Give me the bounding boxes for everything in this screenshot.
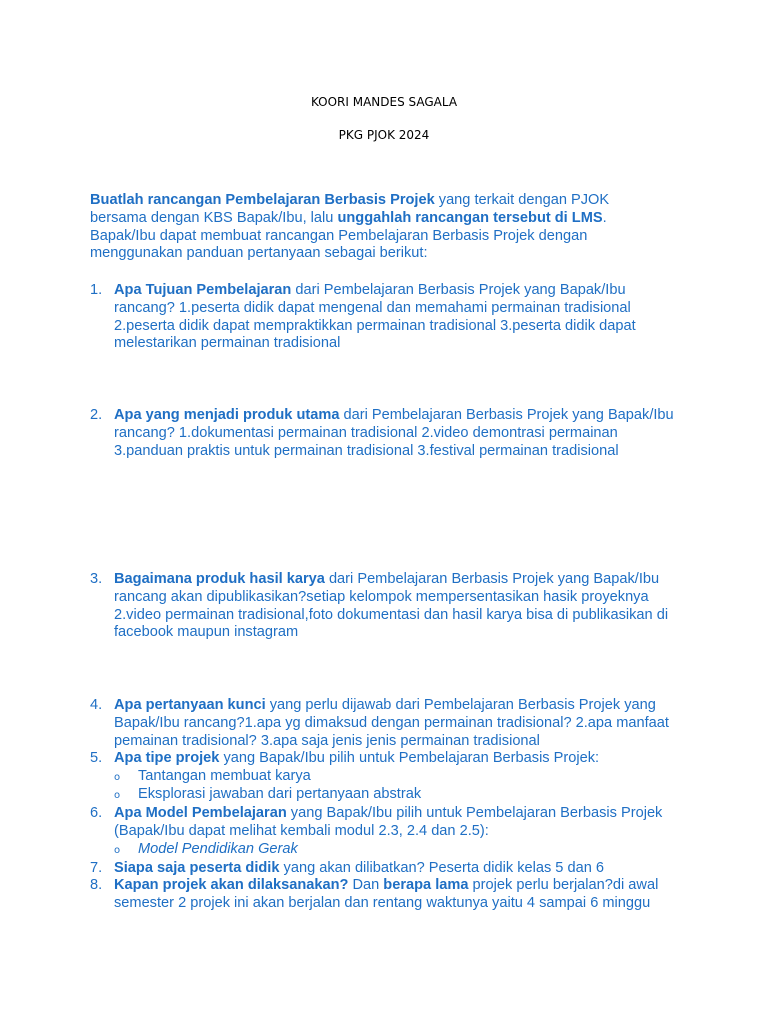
sub-list-item [114, 786, 674, 804]
list-item [90, 282, 680, 353]
question-bold: Bagaimana produk hasil karya [114, 571, 325, 587]
answer-text: Dan [348, 877, 384, 893]
answer-text: yang Bapak/Ibu pilih untuk Pembelajaran Berbasis Projek (Bapak/Ibu dapat melihat kembali modul 2.3, 2.4 dan 2.5): [114, 805, 663, 839]
list-number: 5. [90, 750, 103, 766]
list-number: 7. [90, 860, 103, 876]
author-name: KOORI MANDES SAGALA [310, 95, 458, 109]
question-bold-2: berapa lama [383, 877, 469, 893]
intro-end: . [602, 209, 607, 226]
list-item [90, 750, 680, 768]
document-subtitle: PKG PJOK 2024 [338, 128, 430, 142]
question-bold: Apa tipe projek [114, 750, 220, 766]
list-item [90, 805, 680, 841]
answer-text-2: projek perlu berjalan?di awal semester 2 projek ini akan berjalan dan rentang waktunya yaitu 4 sampai 6 minggu [114, 877, 659, 911]
intro-text-2: Bapak/Ibu dapat membuat rancangan Pembelajaran Berbasis Projek dengan menggunakan panduan pertanyaan sebagai berikut: [90, 227, 588, 262]
answer-text: yang akan dilibatkan? Peserta didik kelas 5 dan 6 [279, 860, 605, 876]
question-bold: Apa yang menjadi produk utama [114, 407, 340, 423]
list-number: 1. [90, 282, 103, 298]
intro-paragraph [90, 192, 650, 263]
list-item [90, 571, 680, 642]
intro-text-1: yang terkait dengan PJOK bersama dengan KBS Bapak/Ibu, lalu [90, 192, 610, 226]
question-bold: Apa Tujuan Pembelajaran [114, 282, 292, 298]
sub-list-item [114, 768, 674, 786]
sub-item-text: Tantangan membuat karya [138, 768, 311, 784]
answer-text: yang perlu dijawab dari Pembelajaran Berbasis Projek yang Bapak/Ibu rancang?1.apa yg dimaksud dengan permainan tradisional? 2.apa manfaat pemainan tradisional? 3.apa saja jenis jenis permainan tradisional [114, 697, 669, 749]
list-item [90, 407, 680, 460]
question-bold: Apa pertanyaan kunci [114, 697, 266, 713]
sub-item-text: Model Pendidikan Gerak [138, 841, 298, 857]
list-item [90, 877, 680, 913]
sub-item-text: Eksplorasi jawaban dari pertanyaan abstrak [138, 786, 422, 802]
list-item [90, 697, 680, 750]
question-bold: Apa Model Pembelajaran [114, 805, 287, 821]
answer-text: yang Bapak/Ibu pilih untuk Pembelajaran Berbasis Projek: [219, 750, 600, 766]
list-item [90, 860, 680, 878]
intro-bold-1: Buatlah rancangan Pembelajaran Berbasis Projek [90, 192, 435, 208]
intro-bold-2: unggahlah rancangan tersebut di LMS [337, 209, 603, 226]
answer-text: dari Pembelajaran Berbasis Projek yang Bapak/Ibu rancang? 1.dokumentasi permainan tradisional 2.video demontrasi permainan 3.panduan praktis untuk permainan tradisional 3.festival permainan tradisional [114, 407, 674, 459]
question-bold: Kapan projek akan dilaksanakan? [114, 877, 349, 893]
sub-list-item [114, 841, 674, 859]
list-number: 8. [90, 877, 103, 893]
list-number: 4. [90, 697, 103, 713]
list-number: 2. [90, 407, 103, 423]
answer-text: dari Pembelajaran Berbasis Projek yang Bapak/Ibu rancang akan dipublikasikan?setiap kelompok mempersentasikan hasik proyeknya 2.video permainan tradisional,foto dokumentasi dan hasil karya bisa di publikasikan di facebook maupun instagram [114, 571, 669, 641]
list-number: 3. [90, 571, 103, 587]
bullet-icon: o [114, 790, 121, 801]
bullet-icon: o [114, 845, 121, 856]
answer-text: dari Pembelajaran Berbasis Projek yang Bapak/Ibu rancang? 1.peserta didik dapat mengenal dan memahami permainan tradisional 2.peserta didik dapat mempraktikkan permainan tradisional 3.peserta didik dapat melestarikan permainan tradisional [114, 282, 636, 352]
question-bold: Siapa saja peserta didik [114, 860, 280, 876]
bullet-icon: o [114, 772, 121, 783]
list-number: 6. [90, 805, 103, 821]
